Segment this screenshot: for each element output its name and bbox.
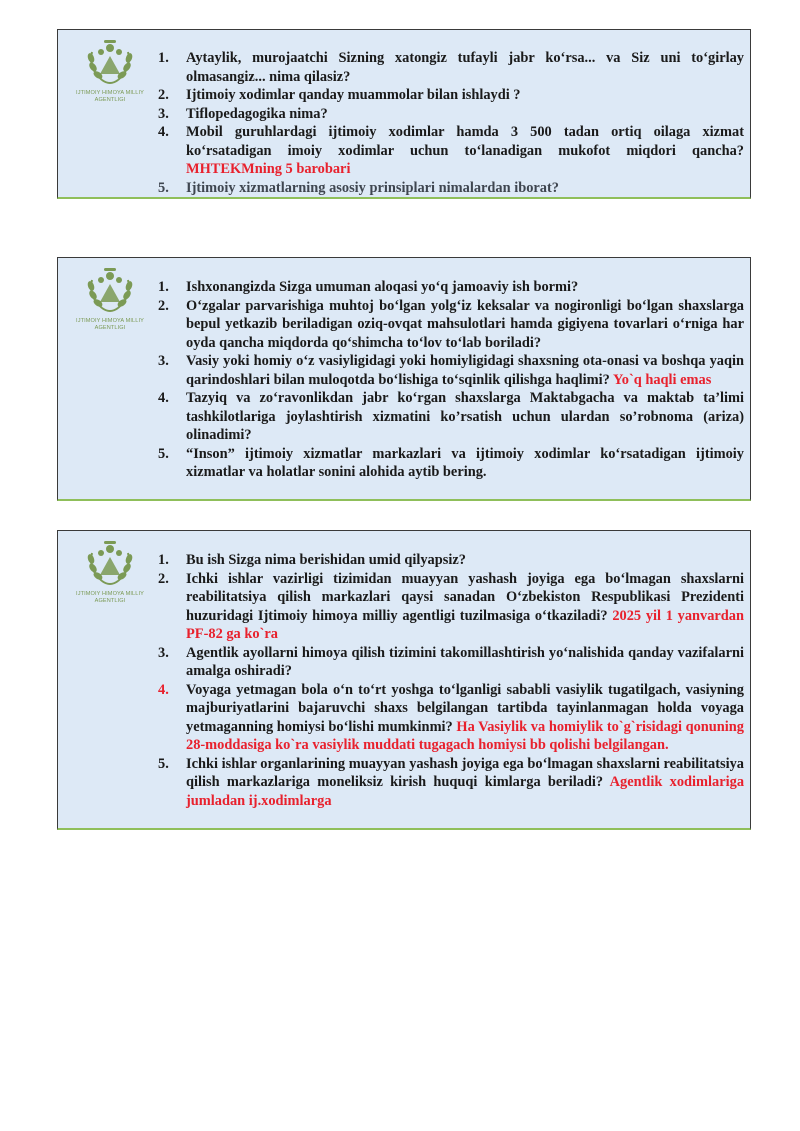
question-text: Vasiy yoki homiy o‘z vasiyligidagi yoki homiyligidagi shaxsning ota-onasi va boshqa yaqin qarindoshlari bilan muloqotda bo‘lishiga to‘sqinlik qilishga haqlimi?: [186, 353, 744, 388]
agency-logo: [64, 262, 156, 332]
question-number: 1.: [158, 50, 169, 66]
question-item: [158, 49, 744, 86]
answer-text: MHTEKMning 5 barobari: [186, 161, 351, 177]
question-item: [158, 86, 744, 105]
question-item: [158, 179, 744, 198]
question-text: Mobil guruhlardagi ijtimoiy xodimlar hamda 3 500 tadan ortiq oilaga xizmat ko‘rsatadigan imoiy xodimlar uchun to‘lanadigan mukofot miqdori qancha?: [186, 124, 744, 159]
answer-text: Yo`q haqli emas: [612, 371, 712, 388]
logo-text-line2: AGENTLIGI: [94, 97, 126, 103]
question-item: [158, 570, 744, 644]
logo-text-line1: IJTIMOIY HIMOYA MILLIY: [76, 90, 144, 96]
question-item: [158, 105, 744, 124]
agency-logo: [64, 535, 156, 605]
question-item: [158, 644, 744, 681]
question-item: [158, 123, 744, 179]
question-number: 4.: [158, 681, 169, 698]
question-text: “Inson” ijtimoiy xizmatlar markazlari va ijtimoiy xodimlar ko‘rsatadigan ijtimoiy xizmatlar va holatlar sonini alohida aytib bering.: [186, 445, 744, 480]
question-text: Bu ish Sizga nima berishidan umid qilyapsiz?: [186, 552, 466, 568]
answer-text: Ha Vasiylik va homiylik to`g`risidagi qonuning 28-moddasiga ko`ra vasiylik muddati tugagach homiysi bb qolishi belgilangan.: [186, 718, 744, 753]
question-text: Ichki ishlar organlarining muayyan yashash joyiga ega bo‘lmagan shaxslarni reabilitatsiya qilish markazlariga moneliksiz kirish huquqi kimlarga beriladi?: [186, 755, 744, 790]
question-number: 2.: [158, 87, 169, 103]
question-number: 3.: [158, 353, 169, 369]
question-text: Tiflopedagogika nima?: [186, 105, 328, 122]
question-item: [158, 389, 744, 445]
question-card-3: [57, 530, 751, 830]
logo-text-line2: AGENTLIGI: [94, 325, 126, 331]
question-text: Tazyiq va zo‘ravonlikdan jabr ko‘rgan shaxslarga Maktabgacha va maktab ta’limi tashkilotlariga joylashtirish xizmatini ko’rsatish uchun ulardan so’robnoma (ariza) olinadimi?: [186, 390, 744, 443]
question-number: 5.: [158, 445, 169, 462]
logo-text-line1: IJTIMOIY HIMOYA MILLIY: [76, 318, 144, 324]
question-item: [158, 755, 744, 811]
question-number: 3.: [158, 105, 169, 122]
question-text: Agentlik ayollarni himoya qilish tizimini takomillashtirish yo‘nalishida qanday vazifalarni amalga oshiradi?: [186, 644, 744, 679]
logo-text-line2: AGENTLIGI: [94, 598, 126, 604]
question-card-2: [57, 257, 751, 501]
question-item: [158, 445, 744, 482]
question-number: 1.: [158, 552, 169, 568]
question-item: [158, 352, 744, 389]
question-text: Ishxonangizda Sizga umuman aloqasi yo‘q jamoaviy ish bormi?: [186, 279, 579, 295]
question-number: 4.: [158, 124, 169, 140]
question-text: Aytaylik, murojaatchi Sizning xatongiz tufayli jabr ko‘rsa... va Siz uni to‘girlay olmasangiz... nima qilasiz?: [186, 50, 744, 85]
question-item: [158, 278, 744, 297]
question-card-1: [57, 29, 751, 199]
question-number: 2.: [158, 570, 169, 587]
wreath-emblem-icon: [82, 535, 138, 589]
question-number: 2.: [158, 297, 169, 314]
question-item: [158, 551, 744, 570]
question-list: [158, 49, 744, 197]
question-text: Ijtimoiy xodimlar qanday muammolar bilan ishlaydi ?: [186, 87, 521, 103]
logo-text-line1: IJTIMOIY HIMOYA MILLIY: [76, 591, 144, 597]
question-list: [158, 551, 744, 810]
question-item: [158, 681, 744, 755]
wreath-emblem-icon: [82, 262, 138, 316]
question-text: Voyaga yetmagan bola o‘n to‘rt yoshga to‘lganligi sababli vasiylik tugatilgach, vasiyning majburiyatlarini bajaruvchi shaxs belgilangan tartibda tayinlanmagan holda voyaga yetmaganning homiysi bo‘lishi mumkinmi?: [186, 681, 744, 735]
question-number: 5.: [158, 179, 169, 196]
answer-text: 2025 yil 1 yanvardan PF-82 ga ko`ra: [186, 607, 744, 642]
question-text: O‘zgalar parvarishiga muhtoj bo‘lgan yolg‘iz keksalar va nogironligi bo‘lgan shaxslarga bepul yetkazib beriladigan oziq-ovqat mahsulotlari hamda gigiyena tovarlari o‘rniga har oyda qancha miqdorda qo‘shimcha to‘lov to‘lab boriladi?: [186, 297, 744, 351]
question-text: Ichki ishlar vazirligi tizimidan muayyan yashash joyiga ega bo‘lmagan shaxslarni reabilitatsiya qilish markazlari qaysi sanadan O‘zbekiston Respublikasi Prezidenti huzuridagi Ijtimoiy himoya milliy agentligi tuzilmasiga o‘tkaziladi?: [186, 570, 744, 624]
question-text: Ijtimoiy xizmatlarning asosiy prinsiplari nimalardan iborat?: [186, 179, 559, 196]
answer-text: Agentlik xodimlariga jumladan ij.xodimlarga: [186, 774, 745, 809]
question-number: 4.: [158, 390, 169, 406]
agency-logo: [64, 34, 156, 104]
wreath-emblem-icon: [82, 34, 138, 88]
question-number: 3.: [158, 644, 169, 661]
question-item: [158, 297, 744, 353]
question-number: 5.: [158, 755, 169, 772]
question-number: 1.: [158, 279, 169, 295]
question-list: [158, 278, 744, 482]
